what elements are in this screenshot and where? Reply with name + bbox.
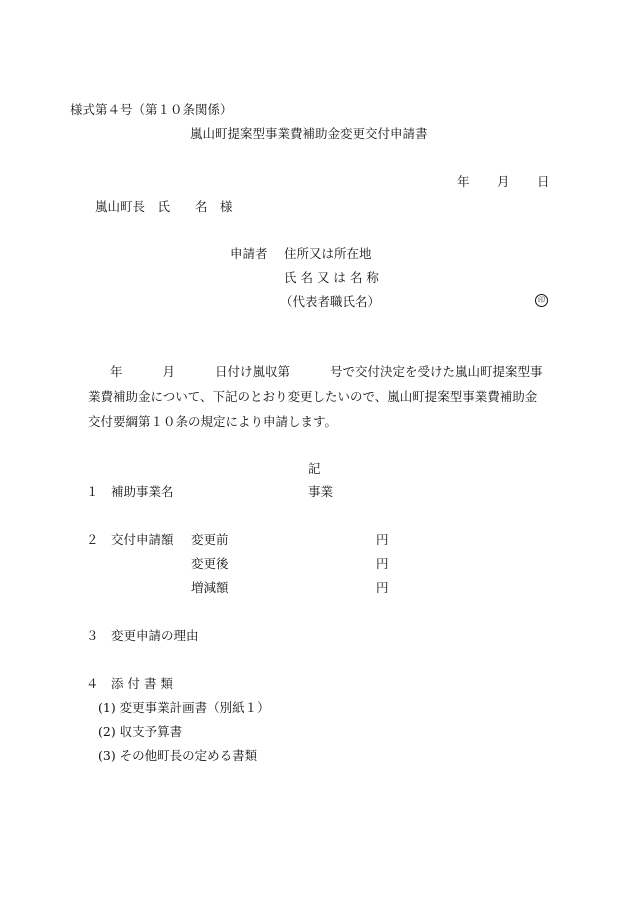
body-line-1 bbox=[88, 359, 566, 384]
body-paragraph bbox=[88, 359, 566, 434]
item-4-sub-3: (3) その他町長の定める書類 bbox=[98, 748, 258, 763]
item-2-after-label: 変更後 bbox=[191, 556, 229, 571]
item-1-number: １ bbox=[86, 484, 99, 499]
date-year: 年 bbox=[457, 174, 470, 189]
item-2-before-label: 変更前 bbox=[191, 532, 229, 547]
item-4-sub-1: (1) 変更事業計画書（別紙１） bbox=[98, 700, 270, 715]
addressee: 嵐山町長 氏 名 様 bbox=[95, 199, 233, 214]
body-line-3: 交付要綱第１０条の規定により申請します。 bbox=[88, 414, 338, 429]
item-2-before-unit: 円 bbox=[376, 532, 389, 547]
item-2-diff-unit: 円 bbox=[376, 580, 389, 595]
body-year: 年 bbox=[110, 364, 123, 379]
item-2-diff-label: 増減額 bbox=[191, 580, 229, 595]
item-4-label: 添 付 書 類 bbox=[111, 676, 173, 691]
applicant-address-label: 住所又は所在地 bbox=[284, 246, 372, 261]
applicant-label: 申請者 bbox=[230, 246, 268, 261]
form-number: 様式第４号（第１０条関係） bbox=[70, 102, 233, 117]
seal-mark: 印 bbox=[535, 294, 548, 307]
item-4-sub-2: (2) 収支予算書 bbox=[98, 724, 183, 739]
item-2-label: 交付申請額 bbox=[111, 532, 174, 547]
item-2-after-unit: 円 bbox=[376, 556, 389, 571]
item-1-value: 事業 bbox=[308, 484, 334, 499]
date-day: 日 bbox=[537, 174, 550, 189]
item-1-label: 補助事業名 bbox=[111, 484, 174, 499]
applicant-name-label: 氏 名 又 は 名 称 bbox=[284, 270, 379, 285]
item-2-number: ２ bbox=[86, 532, 99, 547]
applicant-representative-label: （代表者職氏名） bbox=[280, 294, 381, 309]
item-4-number: ４ bbox=[86, 676, 99, 691]
date-month: 月 bbox=[497, 174, 510, 189]
body-line-1-rest: 号で交付決定を受けた嵐山町提案型事 bbox=[330, 364, 543, 379]
item-3-number: ３ bbox=[86, 628, 99, 643]
body-day-ref: 日付け嵐収第 bbox=[215, 364, 291, 379]
document-title: 嵐山町提案型事業費補助金変更交付申請書 bbox=[190, 126, 428, 141]
body-line-2: 業費補助金について、下記のとおり変更したいので、嵐山町提案型事業費補助金 bbox=[88, 389, 538, 404]
ki-heading: 記 bbox=[308, 461, 321, 476]
item-3-label: 変更申請の理由 bbox=[111, 628, 199, 643]
body-month: 月 bbox=[162, 364, 176, 379]
